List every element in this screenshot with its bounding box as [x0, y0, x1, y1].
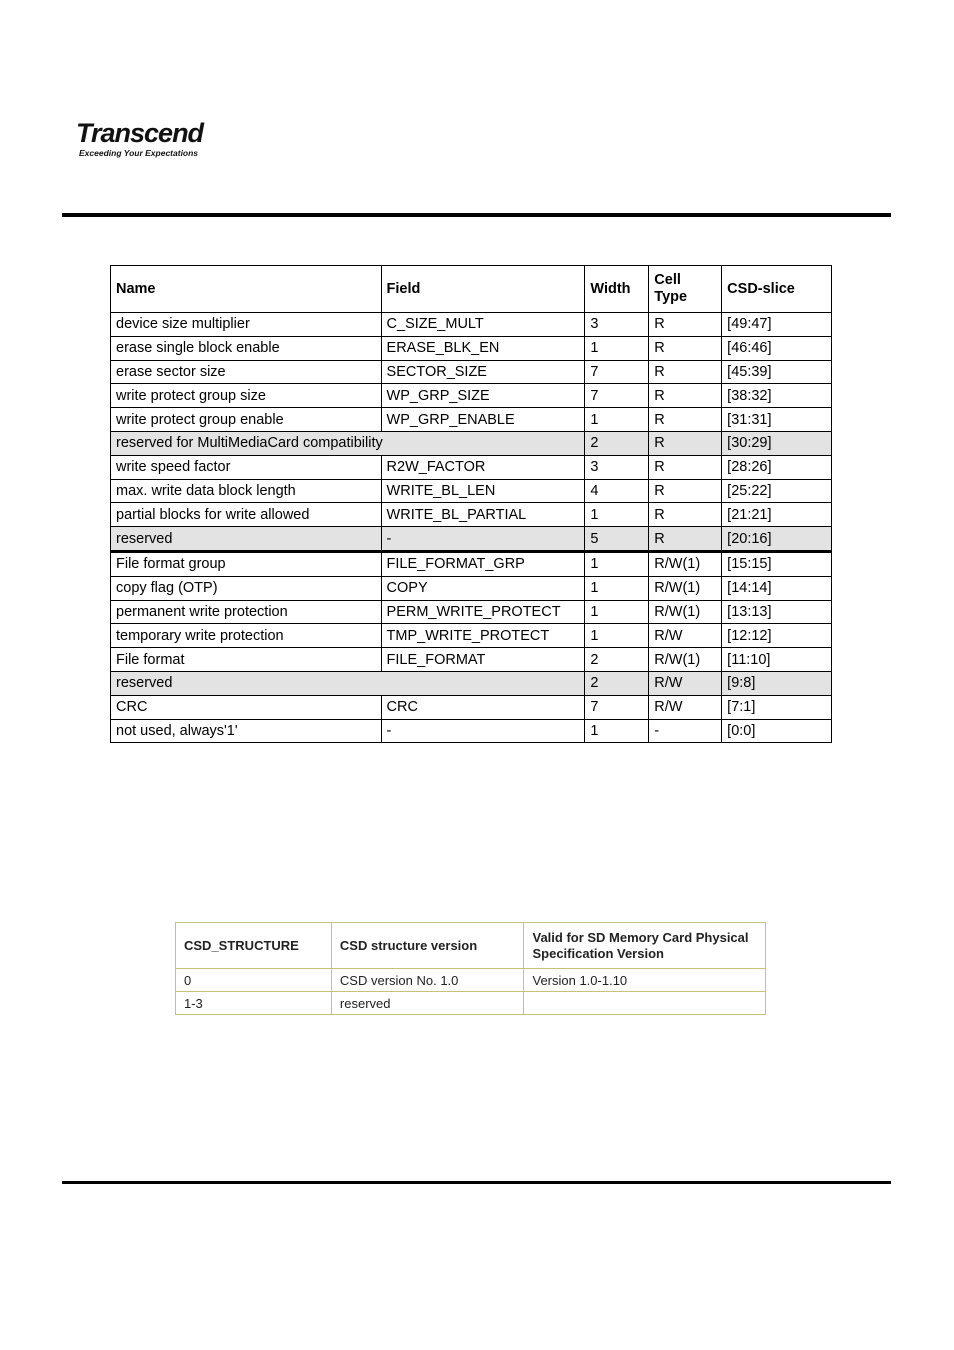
cell-slice: [13:13]	[722, 600, 832, 624]
cell-field: WRITE_BL_LEN	[381, 479, 585, 503]
cell-name: write protect group enable	[111, 408, 382, 432]
cell-width: 3	[585, 455, 649, 479]
cell-valid: Version 1.0-1.10	[524, 969, 766, 992]
cell-width: 2	[585, 671, 649, 695]
table-row	[111, 671, 832, 695]
cell-field: CRC	[381, 695, 585, 719]
cell-slice: [0:0]	[722, 719, 832, 743]
table-row	[111, 455, 832, 479]
cell-width: 4	[585, 479, 649, 503]
cell-width: 2	[585, 431, 649, 455]
cell-slice: [25:22]	[722, 479, 832, 503]
cell-field: ERASE_BLK_EN	[381, 336, 585, 360]
cell-width: 3	[585, 313, 649, 337]
cell-type: R/W	[649, 624, 722, 648]
cell-valid	[524, 992, 766, 1015]
cell-slice: [12:12]	[722, 624, 832, 648]
cell-slice: [21:21]	[722, 503, 832, 527]
table-row	[111, 576, 832, 600]
cell-version: CSD version No. 1.0	[331, 969, 524, 992]
table-row	[111, 527, 832, 552]
cell-name: write protect group size	[111, 384, 382, 408]
cell-slice: [45:39]	[722, 360, 832, 384]
table-row	[111, 360, 832, 384]
cell-type: R	[649, 479, 722, 503]
table-row	[111, 503, 832, 527]
cell-slice: [11:10]	[722, 648, 832, 672]
cell-name: not used, always'1'	[111, 719, 382, 743]
cell-version: reserved	[331, 992, 524, 1015]
cell-type: R/W(1)	[649, 600, 722, 624]
cell-width: 1	[585, 336, 649, 360]
header-width: Width	[585, 266, 649, 313]
cell-name: reserved for MultiMediaCard compatibility	[111, 431, 585, 455]
cell-name: max. write data block length	[111, 479, 382, 503]
cell-width: 2	[585, 648, 649, 672]
table-row	[111, 648, 832, 672]
cell-type: R/W(1)	[649, 648, 722, 672]
header-name: Name	[111, 266, 382, 313]
cell-type: R	[649, 336, 722, 360]
cell-width: 5	[585, 527, 649, 552]
table-row	[111, 624, 832, 648]
cell-type: -	[649, 719, 722, 743]
cell-value: 1-3	[176, 992, 332, 1015]
cell-field: COPY	[381, 576, 585, 600]
cell-field: WP_GRP_SIZE	[381, 384, 585, 408]
cell-type: R/W	[649, 695, 722, 719]
cell-type: R	[649, 360, 722, 384]
cell-field: -	[381, 527, 585, 552]
cell-slice: [49:47]	[722, 313, 832, 337]
cell-type: R/W(1)	[649, 551, 722, 576]
cell-width: 7	[585, 384, 649, 408]
cell-name: temporary write protection	[111, 624, 382, 648]
table-row	[176, 992, 766, 1015]
header-field: Field	[381, 266, 585, 313]
cell-field: PERM_WRITE_PROTECT	[381, 600, 585, 624]
cell-name: device size multiplier	[111, 313, 382, 337]
table-header-row	[176, 923, 766, 969]
cell-type: R	[649, 384, 722, 408]
cell-type: R	[649, 408, 722, 432]
header-csd-slice: CSD-slice	[722, 266, 832, 313]
logo-wordmark: Transcend	[76, 118, 204, 148]
cell-width: 1	[585, 551, 649, 576]
cell-type: R	[649, 431, 722, 455]
header-divider	[62, 213, 891, 217]
cell-type: R/W(1)	[649, 576, 722, 600]
cell-name: copy flag (OTP)	[111, 576, 382, 600]
table-row	[176, 969, 766, 992]
table-row	[111, 431, 832, 455]
cell-width: 1	[585, 503, 649, 527]
header-valid-for: Valid for SD Memory Card Physical Specification Version	[524, 923, 766, 969]
cell-field: R2W_FACTOR	[381, 455, 585, 479]
cell-field: C_SIZE_MULT	[381, 313, 585, 337]
table-row	[111, 479, 832, 503]
cell-field: FILE_FORMAT_GRP	[381, 551, 585, 576]
table-header-row	[111, 266, 832, 313]
cell-type: R/W	[649, 671, 722, 695]
cell-width: 7	[585, 360, 649, 384]
cell-width: 1	[585, 576, 649, 600]
cell-field: WRITE_BL_PARTIAL	[381, 503, 585, 527]
cell-name: File format	[111, 648, 382, 672]
header-cell-type	[649, 266, 722, 313]
cell-slice: [15:15]	[722, 551, 832, 576]
cell-name: CRC	[111, 695, 382, 719]
table-row	[111, 336, 832, 360]
cell-slice: [9:8]	[722, 671, 832, 695]
table-row	[111, 695, 832, 719]
cell-slice: [30:29]	[722, 431, 832, 455]
cell-slice: [28:26]	[722, 455, 832, 479]
cell-slice: [38:32]	[722, 384, 832, 408]
cell-slice: [14:14]	[722, 576, 832, 600]
cell-slice: [7:1]	[722, 695, 832, 719]
cell-width: 1	[585, 408, 649, 432]
cell-value: 0	[176, 969, 332, 992]
csd-structure-table	[175, 922, 766, 1015]
cell-name: reserved	[111, 671, 585, 695]
cell-name: erase sector size	[111, 360, 382, 384]
cell-width: 7	[585, 695, 649, 719]
logo-tagline: Exceeding Your Expectations	[79, 148, 199, 158]
cell-name: File format group	[111, 551, 382, 576]
cell-name: reserved	[111, 527, 382, 552]
cell-width: 1	[585, 624, 649, 648]
table-row	[111, 551, 832, 576]
header-structure-version: CSD structure version	[331, 923, 524, 969]
cell-slice: [31:31]	[722, 408, 832, 432]
header-csd-structure: CSD_STRUCTURE	[176, 923, 332, 969]
cell-field: TMP_WRITE_PROTECT	[381, 624, 585, 648]
cell-field: -	[381, 719, 585, 743]
table-row	[111, 408, 832, 432]
csd-register-table	[110, 265, 832, 743]
cell-field: WP_GRP_ENABLE	[381, 408, 585, 432]
cell-field: FILE_FORMAT	[381, 648, 585, 672]
cell-width: 1	[585, 600, 649, 624]
cell-name: partial blocks for write allowed	[111, 503, 382, 527]
cell-name: erase single block enable	[111, 336, 382, 360]
cell-width: 1	[585, 719, 649, 743]
cell-slice: [46:46]	[722, 336, 832, 360]
table-row	[111, 313, 832, 337]
cell-type: R	[649, 313, 722, 337]
cell-field: SECTOR_SIZE	[381, 360, 585, 384]
table-row	[111, 600, 832, 624]
table-row	[111, 384, 832, 408]
cell-type: R	[649, 527, 722, 552]
cell-name: write speed factor	[111, 455, 382, 479]
cell-slice: [20:16]	[722, 527, 832, 552]
cell-type: R	[649, 455, 722, 479]
cell-type: R	[649, 503, 722, 527]
header-cell-type-text: Cell Type	[654, 272, 688, 305]
cell-name: permanent write protection	[111, 600, 382, 624]
transcend-logo	[76, 118, 216, 158]
footer-divider	[62, 1181, 891, 1184]
table-row	[111, 719, 832, 743]
